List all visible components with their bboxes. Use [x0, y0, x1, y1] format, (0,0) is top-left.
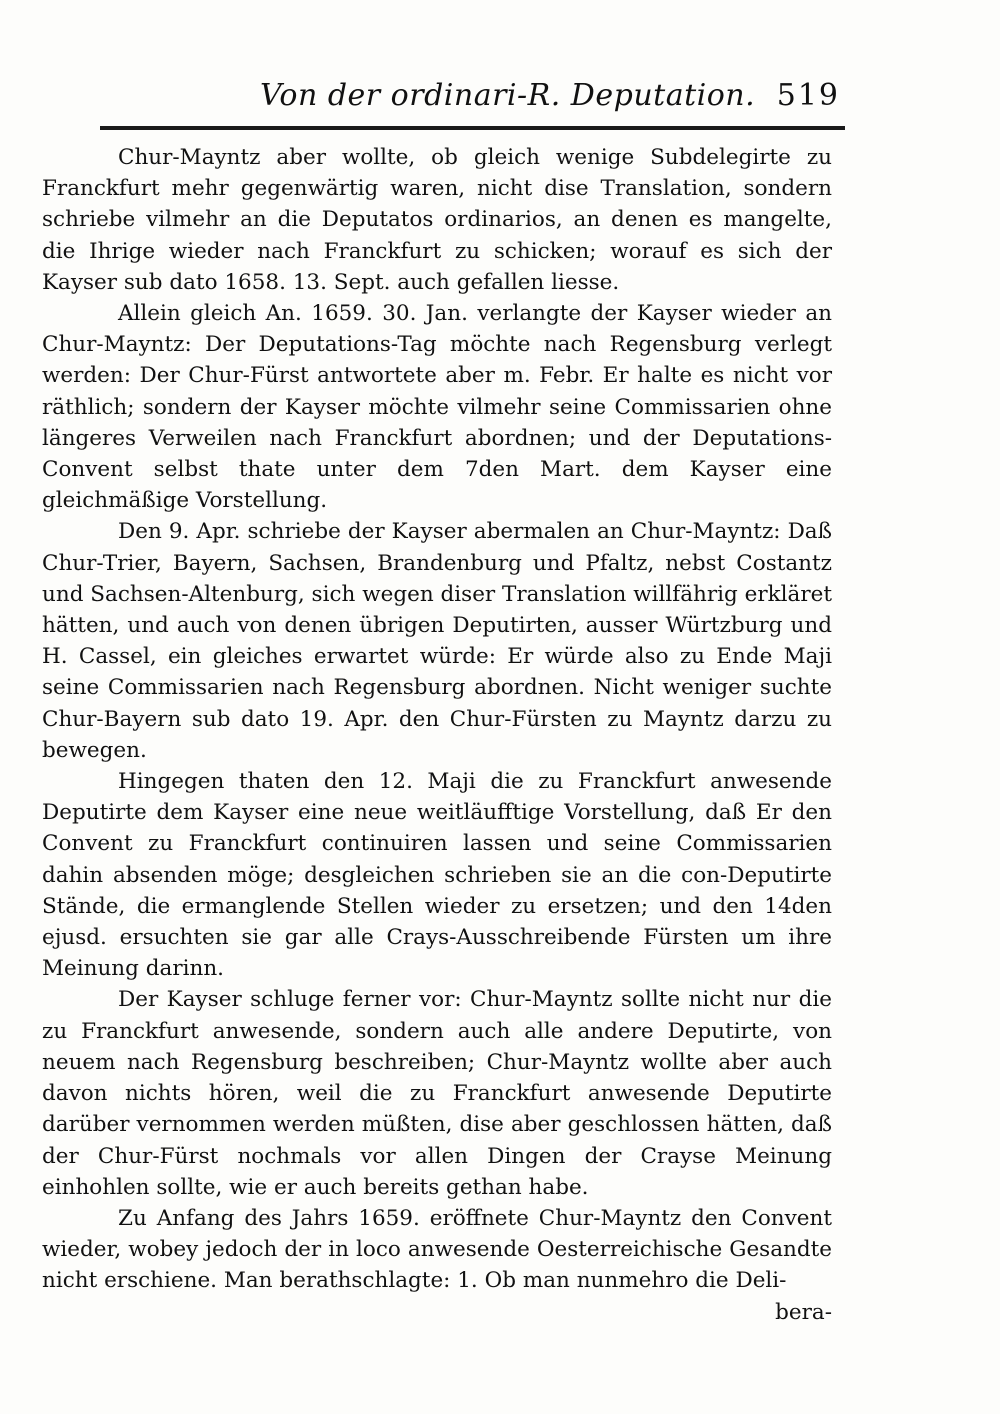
- body-text: [42, 142, 832, 1328]
- page-header: [100, 78, 840, 122]
- paragraph: Zu Anfang des Jahrs 1659. eröffnete Chur-Mayntz den Convent wieder, wobey jedoch der in loco anwesende Oesterreichische Gesandte nicht erschiene. Man berathschlagte: 1. Ob man nunmehro die Deli-: [42, 1205, 832, 1294]
- paragraph: Allein gleich An. 1659. 30. Jan. verlangte der Kayser wieder an Chur-Mayntz: Der Deputations-Tag möchte nach Regensburg verlegt werden: Der Chur-Fürst antwortete aber m. Febr. Er halte es nicht vor räthlich; sondern der Kayser möchte vilmehr seine Commissarien ohne längeres Verweilen nach Franckfurt abordnen; und der Deputations-Convent selbst thate unter dem 7den Mart. dem Kayser eine gleichmäßige Vorstellung.: [42, 301, 832, 514]
- running-head: Von der ordinari-R. Deputation.: [260, 78, 756, 113]
- catchword: bera-: [775, 1299, 832, 1325]
- header-rule: [100, 126, 845, 130]
- paragraph: Hingegen thaten den 12. Maji die zu Franckfurt anwesende Deputirte dem Kayser eine neue weitläufftige Vorstellung, daß Er den Convent zu Franckfurt continuiren lassen und seine Commissarien dahin absenden möge; desgleichen schrieben sie an die con-Deputirte Stände, die ermanglende Stellen wieder zu ersetzen; und den 14den ejusd. ersuchten sie gar alle Crays-Ausschreibende Fürsten um ihre Meinung darinn.: [42, 769, 832, 982]
- paragraph: Den 9. Apr. schriebe der Kayser abermalen an Chur-Mayntz: Daß Chur-Trier, Bayern, Sachsen, Brandenburg und Pfaltz, nebst Costantz und Sachsen-Altenburg, sich wegen diser Translation willfährig erkläret hätten, und auch von denen übrigen Deputirten, ausser Würtzburg und H. Cassel, ein gleiches erwartet würde: Er würde also zu Ende Maji seine Commissarien nach Regensburg abordnen. Nicht weniger suchte Chur-Bayern sub dato 19. Apr. den Chur-Fürsten zu Mayntz darzu zu bewegen.: [42, 519, 832, 763]
- paragraph: Der Kayser schluge ferner vor: Chur-Mayntz sollte nicht nur die zu Franckfurt anwesende, sondern auch alle andere Deputirte, von neuem nach Regensburg beschreiben; Chur-Mayntz wollte aber auch davon nichts hören, weil die zu Franckfurt anwesende Deputirte darüber vernommen werden müßten, dise aber geschlossen hätten, daß der Chur-Fürst nochmals vor allen Dingen der Crayse Meinung einhohlen sollte, wie er auch bereits gethan habe.: [42, 987, 832, 1200]
- page-number: 519: [776, 78, 840, 113]
- paragraph: Chur-Mayntz aber wollte, ob gleich wenige Subdelegirte zu Franckfurt mehr gegenwärtig waren, nicht dise Translation, sondern schriebe vilmehr an die Deputatos ordinarios, an denen es mangelte, die Ihrige wieder nach Franckfurt zu schicken; worauf es sich der Kayser sub dato 1658. 13. Sept. auch gefallen liesse.: [42, 145, 832, 295]
